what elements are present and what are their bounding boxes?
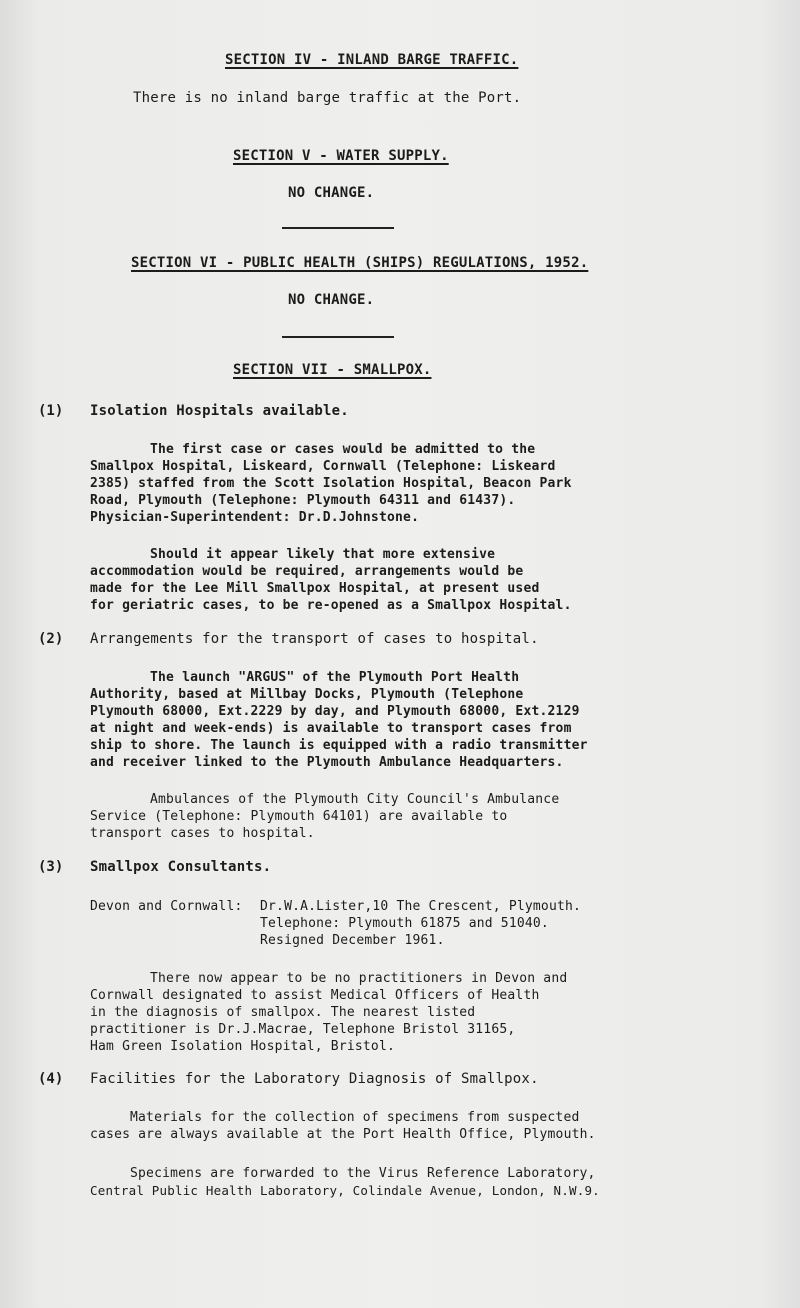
item-3-p2-line: Cornwall designated to assist Medical Officers of Health bbox=[90, 988, 540, 1003]
item-4-p1-line: cases are always available at the Port Health Office, Plymouth. bbox=[90, 1127, 596, 1142]
divider-rule bbox=[282, 336, 394, 338]
item-3-p2-line: Ham Green Isolation Hospital, Bristol. bbox=[90, 1039, 396, 1054]
section-iv-heading: SECTION IV - INLAND BARGE TRAFFIC. bbox=[225, 52, 519, 68]
section-v-status: NO CHANGE. bbox=[288, 185, 375, 201]
item-1-p1-line: Road, Plymouth (Telephone: Plymouth 64311 and 61437). bbox=[90, 493, 516, 508]
section-iv-text: There is no inland barge traffic at the Port. bbox=[133, 90, 522, 106]
item-3-p2-line: in the diagnosis of smallpox. The nearest listed bbox=[90, 1005, 476, 1020]
section-v-heading: SECTION V - WATER SUPPLY. bbox=[233, 148, 449, 164]
item-number: (1) bbox=[38, 403, 64, 419]
item-1-p2-line: accommodation would be required, arrangements would be bbox=[90, 564, 524, 579]
divider-rule bbox=[282, 227, 394, 229]
item-3-entry-line: Resigned December 1961. bbox=[260, 933, 445, 948]
item-3-label: Devon and Cornwall: bbox=[90, 899, 243, 914]
item-1-p1-line: The first case or cases would be admitted to the bbox=[150, 442, 536, 457]
item-1-p2-line: for geriatric cases, to be re-opened as a Smallpox Hospital. bbox=[90, 598, 572, 613]
item-4-p1-line: Materials for the collection of specimens from suspected bbox=[130, 1110, 580, 1125]
item-2-p1-line: at night and week-ends) is available to transport cases from bbox=[90, 721, 572, 736]
item-2-p1-line: Plymouth 68000, Ext.2229 by day, and Plymouth 68000, Ext.2129 bbox=[90, 704, 580, 719]
item-3-p2-line: practitioner is Dr.J.Macrae, Telephone Bristol 31165, bbox=[90, 1022, 516, 1037]
item-3-entry-line: Dr.W.A.Lister,10 The Crescent, Plymouth. bbox=[260, 899, 582, 914]
item-4-p2-line: Specimens are forwarded to the Virus Reference Laboratory, bbox=[130, 1166, 596, 1181]
item-number: (3) bbox=[38, 859, 64, 875]
item-1-p1-line: Physician-Superintendent: Dr.D.Johnstone. bbox=[90, 510, 420, 525]
item-3-title: Smallpox Consultants. bbox=[90, 859, 272, 875]
item-2-p1-line: The launch "ARGUS" of the Plymouth Port Health bbox=[150, 670, 520, 685]
item-1-p1-line: 2385) staffed from the Scott Isolation Hospital, Beacon Park bbox=[90, 476, 572, 491]
item-1-p2-line: Should it appear likely that more extensive bbox=[150, 547, 496, 562]
item-4-p2-line: Central Public Health Laboratory, Colindale Avenue, London, N.W.9. bbox=[90, 1183, 600, 1198]
item-2-p1-line: and receiver linked to the Plymouth Ambulance Headquarters. bbox=[90, 755, 564, 770]
section-vi-heading: SECTION VI - PUBLIC HEALTH (SHIPS) REGULATIONS, 1952. bbox=[131, 255, 589, 271]
item-3-p2-line: There now appear to be no practitioners in Devon and bbox=[150, 971, 568, 986]
item-2-p2-line: Ambulances of the Plymouth City Council's Ambulance bbox=[150, 792, 560, 807]
item-4-title: Facilities for the Laboratory Diagnosis of Smallpox. bbox=[90, 1071, 539, 1087]
item-2-title: Arrangements for the transport of cases to hospital. bbox=[90, 631, 539, 647]
section-vii-heading: SECTION VII - SMALLPOX. bbox=[233, 362, 432, 378]
item-1-p2-line: made for the Lee Mill Smallpox Hospital, at present used bbox=[90, 581, 540, 596]
item-number: (2) bbox=[38, 631, 64, 647]
item-2-p2-line: transport cases to hospital. bbox=[90, 826, 315, 841]
item-2-p2-line: Service (Telephone: Plymouth 64101) are available to bbox=[90, 809, 508, 824]
item-3-entry-line: Telephone: Plymouth 61875 and 51040. bbox=[260, 916, 549, 931]
item-number: (4) bbox=[38, 1071, 64, 1087]
item-1-p1-line: Smallpox Hospital, Liskeard, Cornwall (Telephone: Liskeard bbox=[90, 459, 556, 474]
item-2-p1-line: Authority, based at Millbay Docks, Plymouth (Telephone bbox=[90, 687, 524, 702]
item-2-p1-line: ship to shore. The launch is equipped with a radio transmitter bbox=[90, 738, 588, 753]
section-vi-status: NO CHANGE. bbox=[288, 292, 375, 308]
item-1-title: Isolation Hospitals available. bbox=[90, 403, 349, 419]
